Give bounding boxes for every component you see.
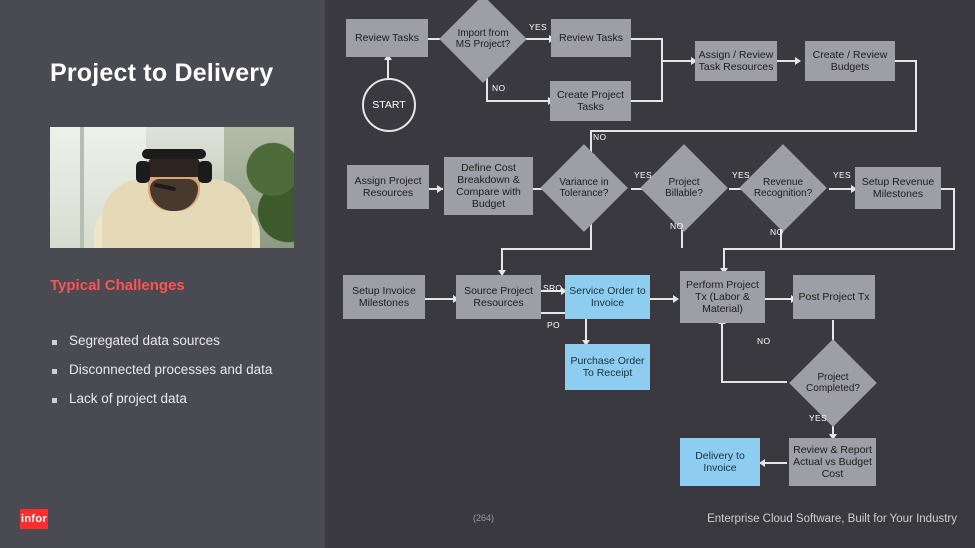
connector: [631, 38, 663, 40]
connector: [387, 58, 389, 78]
node-assign-review-task-resources[interactable]: Assign / Review Task Resources: [695, 41, 777, 81]
connector: [631, 100, 663, 102]
edge-label-no-4: NO: [770, 227, 784, 237]
connector: [501, 248, 591, 250]
connector: [486, 100, 550, 102]
node-review-tasks-1[interactable]: Review Tasks: [346, 19, 428, 57]
edge-label-yes-1: YES: [529, 22, 547, 32]
connector: [895, 60, 917, 62]
edge-label-yes-2: YES: [634, 170, 652, 180]
connector: [661, 62, 663, 102]
edge-label-no-3: NO: [670, 221, 684, 231]
list-item-label: Disconnected processes and data: [69, 362, 273, 377]
node-revenue-recognition-decision[interactable]: Revenue Recognition?: [752, 157, 814, 219]
node-project-completed-decision[interactable]: Project Completed?: [802, 352, 864, 414]
challenges-list: [52, 333, 312, 420]
infor-logo: infor: [20, 509, 48, 529]
edge-label-yes-5: YES: [809, 413, 827, 423]
list-item: [52, 391, 312, 406]
node-define-cost-breakdown[interactable]: Define Cost Breakdown & Compare with Budget: [444, 157, 533, 215]
start-node[interactable]: START: [362, 78, 416, 132]
connector: [661, 60, 695, 62]
node-source-project-resources[interactable]: Source Project Resources: [456, 275, 541, 319]
edge-label-yes-4: YES: [833, 170, 851, 180]
hero-image: [50, 127, 294, 248]
tagline: Enterprise Cloud Software, Built for Your Industry: [707, 513, 957, 525]
bullet-square-icon: [52, 340, 57, 345]
edge-label-no-5: NO: [757, 336, 771, 346]
edge-label-yes-3: YES: [732, 170, 750, 180]
edge-label-no-1: NO: [492, 83, 506, 93]
node-import-from-ms-project-decision[interactable]: Import from MS Project?: [452, 8, 514, 70]
connector: [425, 298, 455, 300]
list-item-label: Lack of project data: [69, 391, 187, 406]
bullet-square-icon: [52, 398, 57, 403]
connector: [765, 298, 793, 300]
challenges-heading: Typical Challenges: [50, 277, 185, 294]
node-review-report-actual-vs-budget[interactable]: Review & Report Actual vs Budget Cost: [789, 438, 876, 486]
connector: [721, 381, 787, 383]
node-delivery-to-invoice[interactable]: Delivery to Invoice: [680, 438, 760, 486]
node-perform-project-tx[interactable]: Perform Project Tx (Labor & Material): [680, 271, 765, 323]
list-item: [52, 333, 312, 348]
arrow-icon: [437, 185, 443, 193]
node-review-tasks-2[interactable]: Review Tasks: [551, 19, 631, 57]
connector: [829, 188, 853, 190]
node-variance-in-tolerance-decision[interactable]: Variance in Tolerance?: [553, 157, 615, 219]
left-panel: [0, 0, 325, 548]
page-title: Project to Delivery: [50, 59, 274, 87]
arrow-icon: [795, 57, 801, 65]
edge-label-po: PO: [547, 320, 560, 330]
bullet-square-icon: [52, 369, 57, 374]
connector: [777, 60, 797, 62]
node-assign-project-resources[interactable]: Assign Project Resources: [347, 165, 429, 209]
node-create-review-budgets[interactable]: Create / Review Budgets: [805, 41, 895, 81]
connector: [590, 130, 917, 132]
connector: [661, 38, 663, 62]
diagram-panel: [325, 0, 975, 548]
edge-label-no-2: NO: [593, 132, 607, 142]
node-post-project-tx[interactable]: Post Project Tx: [793, 275, 875, 319]
connector: [723, 248, 955, 250]
arrow-icon: [673, 295, 679, 303]
node-service-order-to-invoice[interactable]: Service Order to Invoice: [565, 275, 650, 319]
list-item: [52, 362, 312, 377]
node-setup-revenue-milestones[interactable]: Setup Revenue Milestones: [855, 167, 941, 209]
page-number: (264): [473, 513, 495, 523]
connector: [915, 60, 917, 132]
node-setup-invoice-milestones[interactable]: Setup Invoice Milestones: [343, 275, 425, 319]
connector: [953, 188, 955, 250]
list-item-label: Segregated data sources: [69, 333, 220, 348]
node-purchase-order-to-receipt[interactable]: Purchase Order To Receipt: [565, 344, 650, 390]
node-create-project-tasks[interactable]: Create Project Tasks: [550, 81, 631, 121]
connector: [721, 322, 723, 382]
node-project-billable-decision[interactable]: Project Billable?: [653, 157, 715, 219]
edge-label-sro: SRO: [543, 283, 563, 293]
